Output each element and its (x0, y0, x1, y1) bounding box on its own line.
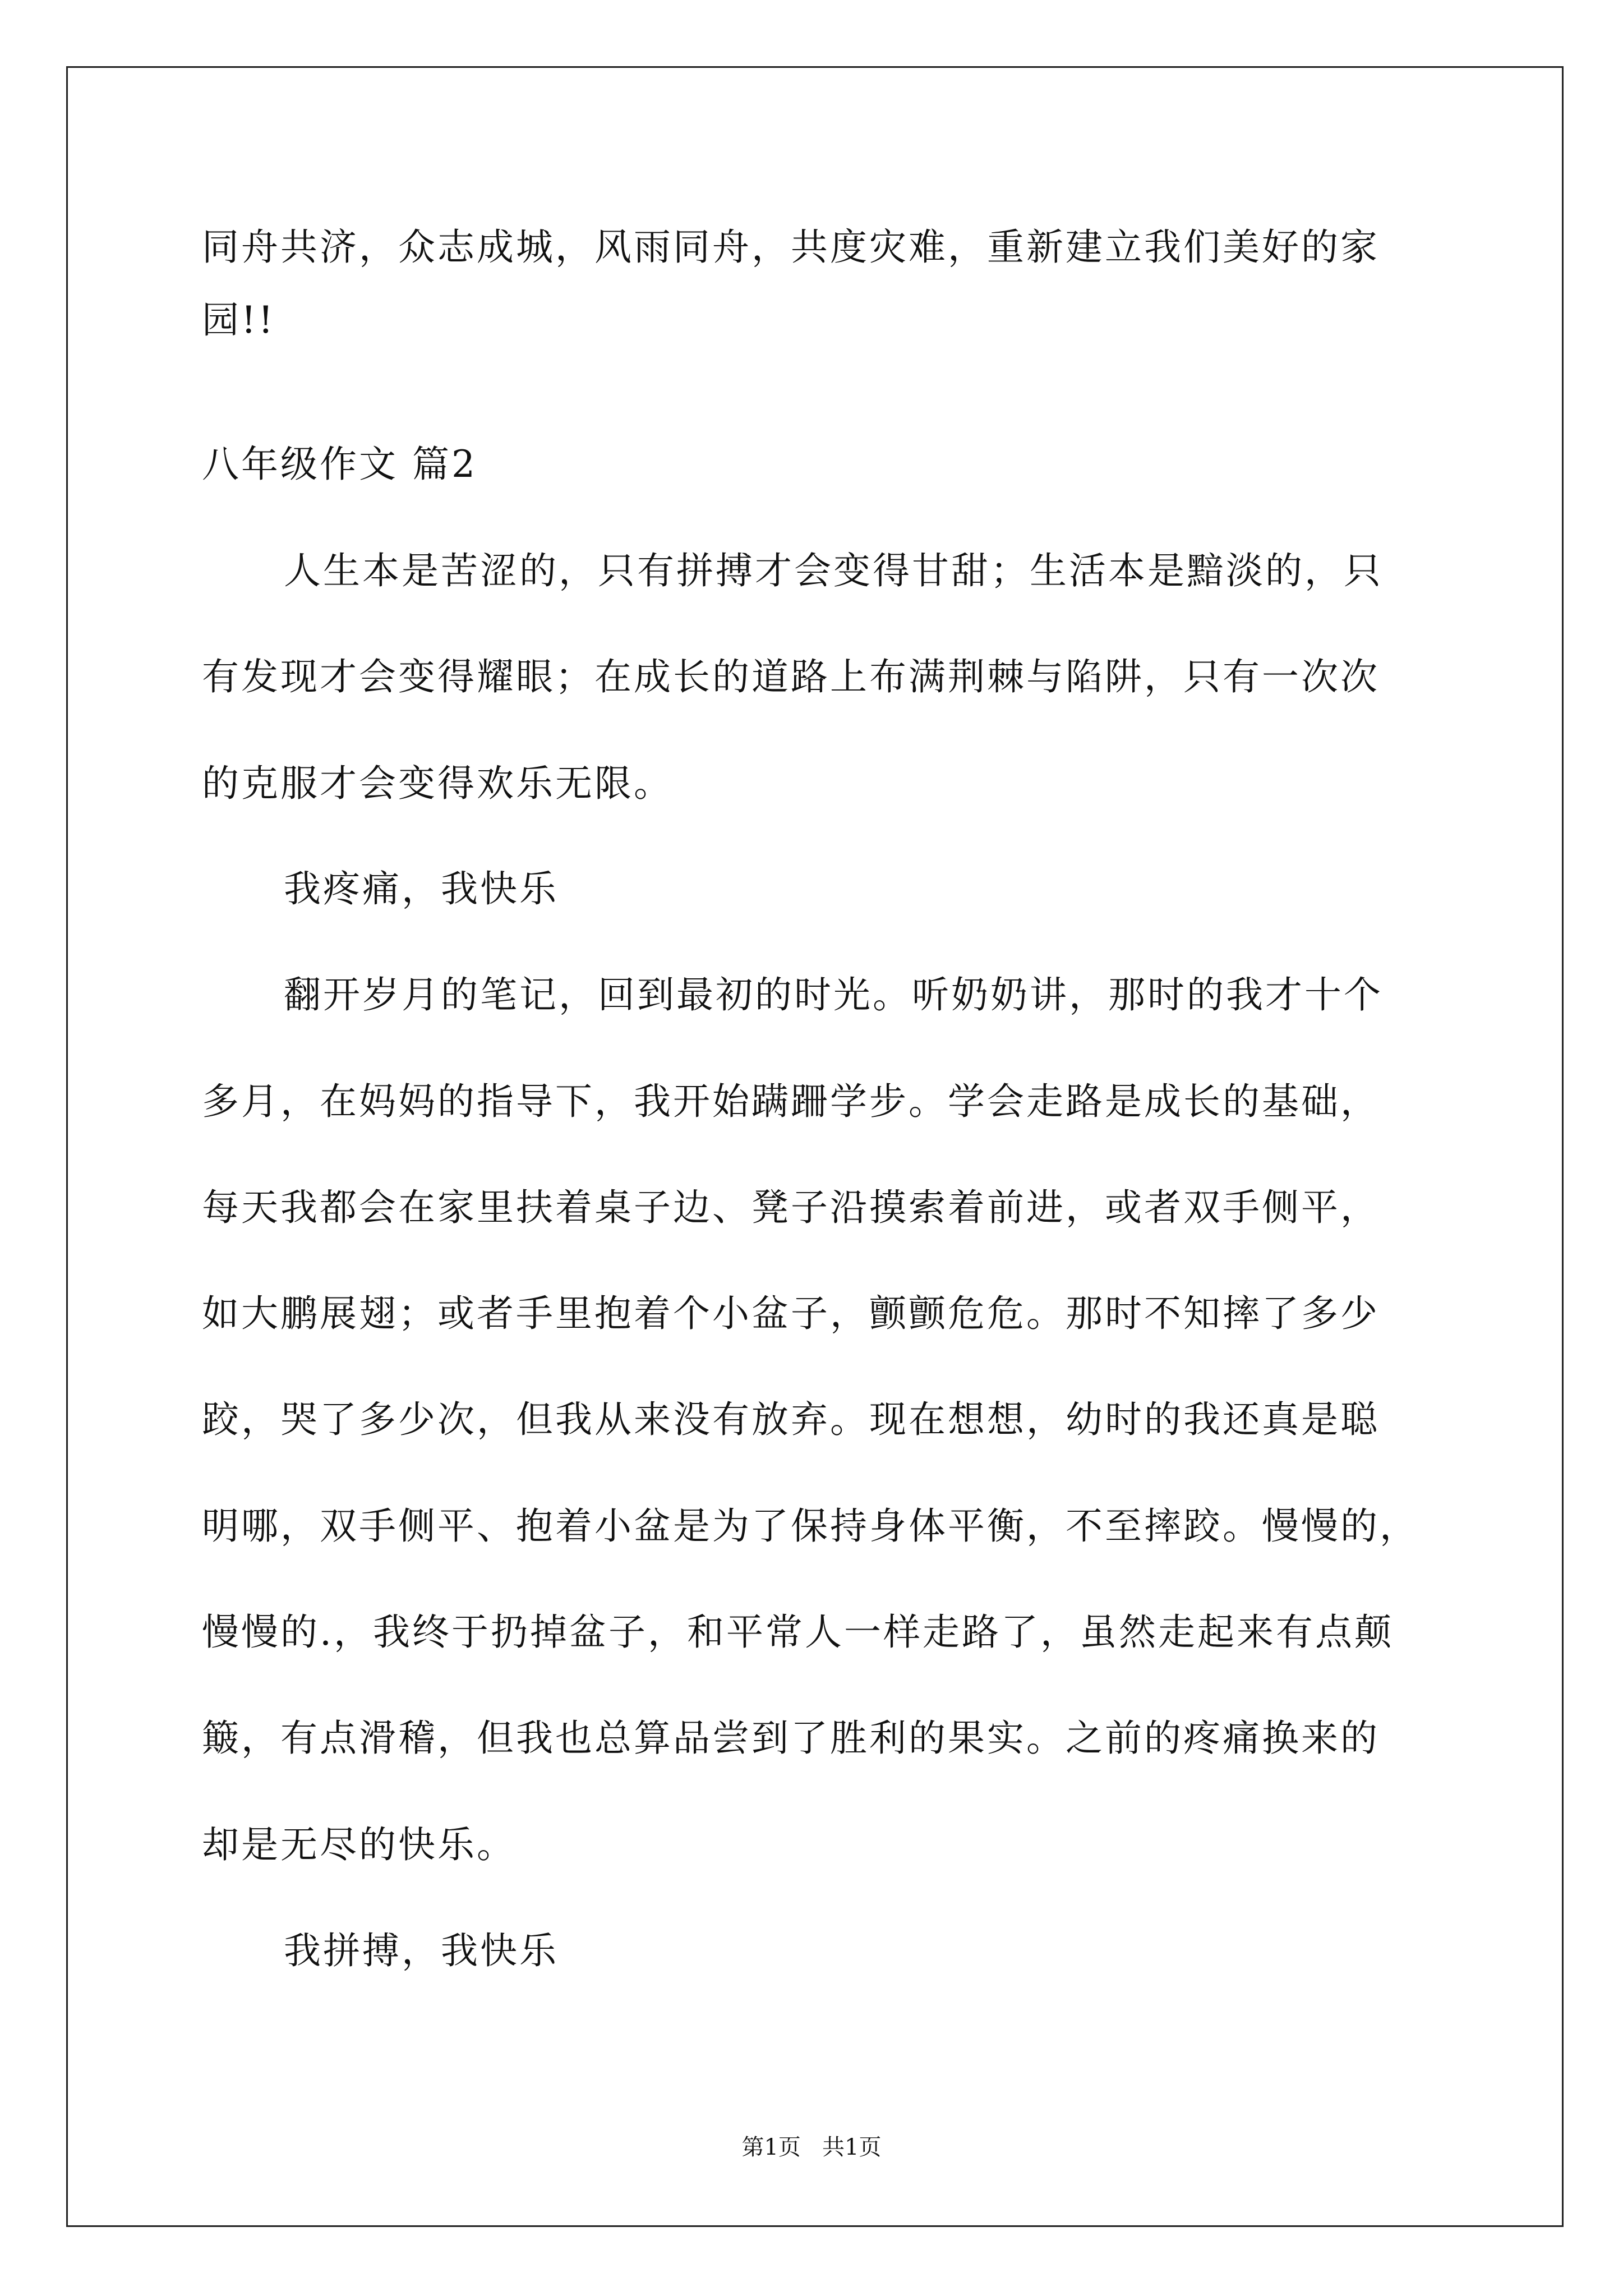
page-footer: 第1页 共1页 (741, 2134, 882, 2160)
body-line: 慢慢的.，我终于扔掉盆子，和平常人一样走路了，虽然走起来有点颠 (202, 1611, 1394, 1654)
body-line: 簸，有点滑稽，但我也总算品尝到了胜利的果实。之前的疼痛换来的 (202, 1717, 1380, 1760)
subheading: 我拼搏，我快乐 (284, 1929, 559, 1972)
body-line: 明哪，双手侧平、抱着小盆是为了保持身体平衡，不至摔跤。慢慢的， (202, 1504, 1419, 1548)
body-line: 每天我都会在家里扶着桌子边、凳子沿摸索着前进，或者双手侧平， (202, 1186, 1380, 1229)
body-line: 如大鹏展翅；或者手里抱着个小盆子，颤颤危危。那时不知摔了多少 (202, 1292, 1380, 1335)
body-line: 却是无尽的快乐。 (202, 1823, 516, 1866)
section-heading: 八年级作文 篇2 (202, 443, 477, 486)
body-line: 跤，哭了多少次，但我从来没有放弃。现在想想，幼时的我还真是聪 (202, 1398, 1380, 1441)
body-line: 多月，在妈妈的指导下，我开始蹒跚学步。学会走路是成长的基础， (202, 1080, 1380, 1123)
body-line: 人生本是苦涩的，只有拼搏才会变得甘甜；生活本是黯淡的，只 (284, 549, 1383, 592)
subheading: 我疼痛，我快乐 (284, 867, 559, 910)
page-border (66, 66, 1564, 2227)
body-line: 同舟共济，众志成城，风雨同舟，共度灾难，重新建立我们美好的家 (202, 226, 1380, 269)
body-line: 园!! (202, 298, 276, 342)
body-line: 翻开岁月的笔记，回到最初的时光。听奶奶讲，那时的我才十个 (284, 973, 1383, 1016)
body-line: 有发现才会变得耀眼；在成长的道路上布满荆棘与陷阱，只有一次次 (202, 655, 1380, 698)
body-line: 的克服才会变得欢乐无限。 (202, 762, 673, 805)
